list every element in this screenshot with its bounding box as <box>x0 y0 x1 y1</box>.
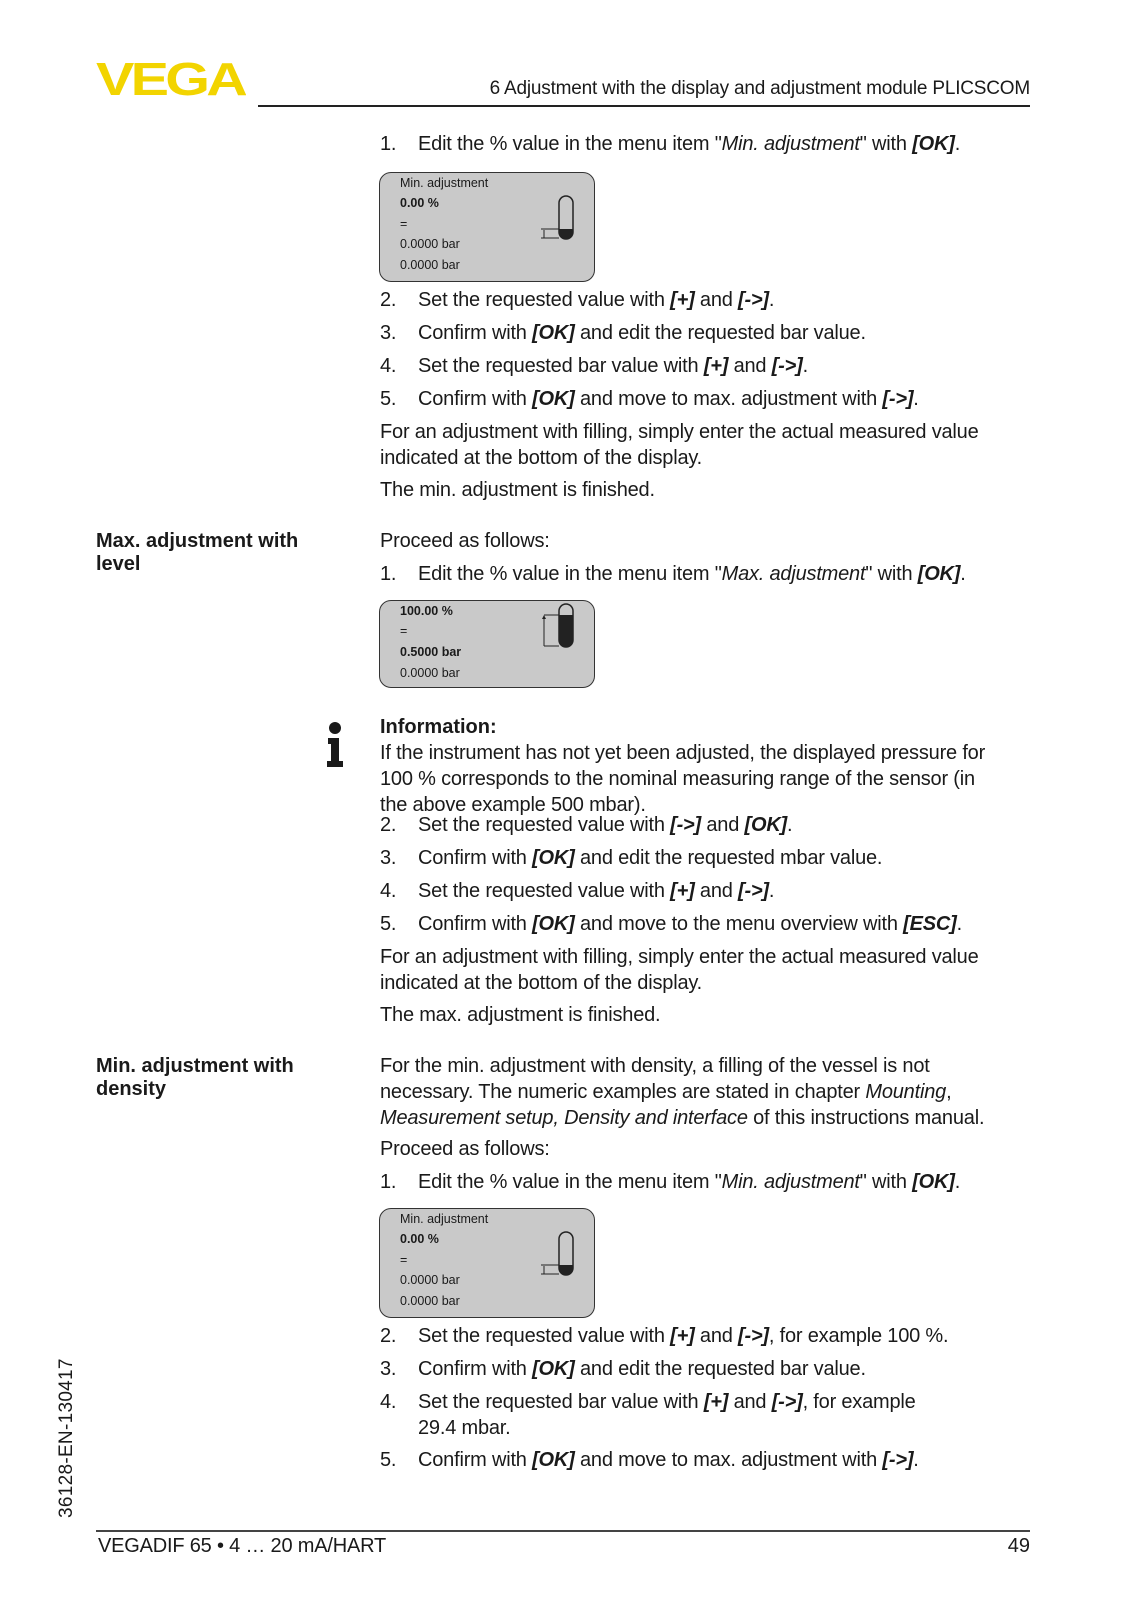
document-number: 36128-EN-130417 <box>56 1358 77 1518</box>
tank-level-min-icon <box>540 1229 576 1279</box>
menu-item-ref: Min. adjustment <box>721 133 860 155</box>
footer-divider <box>96 1530 1030 1532</box>
density-proceed: Proceed as follows: <box>380 1138 550 1160</box>
vega-logo-icon <box>96 58 246 98</box>
chapter-title: 6 Adjustment with the display and adjustment module PLICSCOM <box>489 78 1030 99</box>
tank-level-min-icon <box>540 193 576 243</box>
density-step-5: 5. Confirm with [OK] and move to max. adjustment with [->]. <box>380 1449 919 1471</box>
arrow-key: [->] <box>738 880 769 902</box>
display-value-1: 0.0000 bar <box>400 1273 460 1287</box>
menu-item-ref: Min. adjustment <box>721 1171 860 1193</box>
arrow-key: [->] <box>738 289 769 311</box>
max-filling-note: For an adjustment with filling, simply enter the actual measured value indicated at the bottom of the display. <box>380 946 979 994</box>
heading-min-adjustment-density: Min. adjustment with density <box>96 1055 294 1100</box>
ok-key: [OK] <box>532 322 575 344</box>
min-finished-text: The min. adjustment is finished. <box>380 479 655 501</box>
information-icon <box>324 721 346 769</box>
display-percent: 0.00 % <box>400 196 439 210</box>
display-value-1: 0.5000 bar <box>400 645 462 659</box>
ok-key: [OK] <box>912 1171 955 1193</box>
density-intro: For the min. adjustment with density, a filling of the vessel is not necessary. The numeric examples are stated in chapter Mounting, Measurement setup, Density and interface of this instructions manual. <box>380 1055 985 1129</box>
density-step-4: 4. Set the requested bar value with [+] and [->], for example 29.4 mbar. <box>380 1391 916 1439</box>
ok-key: [OK] <box>532 1358 575 1380</box>
vega-logo <box>96 58 246 98</box>
page-number: 49 <box>1007 1535 1030 1557</box>
display-title: Min. adjustment <box>400 1212 489 1226</box>
display-percent: 100.00 % <box>400 604 453 618</box>
min-step-4: 4. Set the requested bar value with [+] and [->]. <box>380 355 808 377</box>
min-step-3: 3. Confirm with [OK] and edit the requested bar value. <box>380 322 866 344</box>
footer-product: VEGADIF 65 • 4 … 20 mA/HART <box>98 1535 386 1557</box>
plus-key: [+] <box>670 1325 695 1347</box>
svg-text:VEGA: VEGA <box>96 58 246 98</box>
ok-key: [OK] <box>912 133 955 155</box>
density-step-2: 2. Set the requested value with [+] and [->], for example 100 %. <box>380 1325 949 1347</box>
display-title: Min. adjustment <box>400 176 489 190</box>
display-value-2: 0.0000 bar <box>400 666 460 680</box>
information-heading: Information: <box>380 716 497 738</box>
display-max-adjustment <box>379 600 595 688</box>
tank-level-max-icon <box>540 603 576 649</box>
arrow-key: [->] <box>771 355 803 377</box>
chapter-ref: Measurement setup, Density and interface <box>380 1107 748 1129</box>
esc-key: [ESC] <box>903 913 957 935</box>
display-equals: = <box>400 217 408 231</box>
menu-item-ref: Max. adjustment <box>721 563 866 585</box>
min-step-5: 5. Confirm with [OK] and move to max. adjustment with [->]. <box>380 388 919 410</box>
arrow-key: [->] <box>882 388 914 410</box>
ok-key: [OK] <box>532 913 575 935</box>
heading-max-adjustment-level: Max. adjustment with level <box>96 530 299 575</box>
chapter-ref: Mounting <box>865 1081 947 1103</box>
arrow-key: [->] <box>882 1449 914 1471</box>
density-step-3: 3. Confirm with [OK] and edit the requested bar value. <box>380 1358 866 1380</box>
density-step-1: 1. Edit the % value in the menu item "Min. adjustment" with [OK]. <box>380 1171 961 1193</box>
max-step-1: 1. Edit the % value in the menu item "Max. adjustment" with [OK]. <box>380 563 966 585</box>
ok-key: [OK] <box>917 563 961 585</box>
ok-key: [OK] <box>532 388 575 410</box>
display-min-adjustment <box>379 172 595 282</box>
max-step-3: 3. Confirm with [OK] and edit the requested mbar value. <box>380 847 883 869</box>
arrow-key: [->] <box>670 814 702 836</box>
display-value-1: 0.0000 bar <box>400 237 460 251</box>
plus-key: [+] <box>703 1391 729 1413</box>
display-equals: = <box>400 624 408 638</box>
min-step-2: 2. Set the requested value with [+] and [->]. <box>380 289 775 311</box>
max-intro: Proceed as follows: <box>380 530 550 552</box>
plus-key: [+] <box>670 289 695 311</box>
arrow-key: [->] <box>738 1325 769 1347</box>
min-filling-note: For an adjustment with filling, simply enter the actual measured value indicated at the bottom of the display. <box>380 421 979 469</box>
ok-key: [OK] <box>532 847 575 869</box>
ok-key: [OK] <box>532 1449 575 1471</box>
max-step-2: 2. Set the requested value with [->] and [OK]. <box>380 814 793 836</box>
information-text: If the instrument has not yet been adjusted, the displayed pressure for 100 % corresponds to the nominal measuring range of the sensor (in the above example 500 mbar). <box>380 742 986 816</box>
max-step-4: 4. Set the requested value with [+] and [->]. <box>380 880 775 902</box>
arrow-key: [->] <box>771 1391 803 1413</box>
header-divider <box>258 105 1030 107</box>
display-percent: 0.00 % <box>400 1232 439 1246</box>
ok-key: [OK] <box>744 814 788 836</box>
display-min-adjustment-density <box>379 1208 595 1318</box>
display-value-2: 0.0000 bar <box>400 1294 460 1308</box>
display-value-2: 0.0000 bar <box>400 258 460 272</box>
min-step-1: 1. Edit the % value in the menu item "Min. adjustment" with [OK]. <box>380 133 961 155</box>
max-finished-text: The max. adjustment is finished. <box>380 1004 661 1026</box>
display-equals: = <box>400 1253 408 1267</box>
max-step-5: 5. Confirm with [OK] and move to the menu overview with [ESC]. <box>380 913 962 935</box>
plus-key: [+] <box>670 880 695 902</box>
plus-key: [+] <box>703 355 729 377</box>
